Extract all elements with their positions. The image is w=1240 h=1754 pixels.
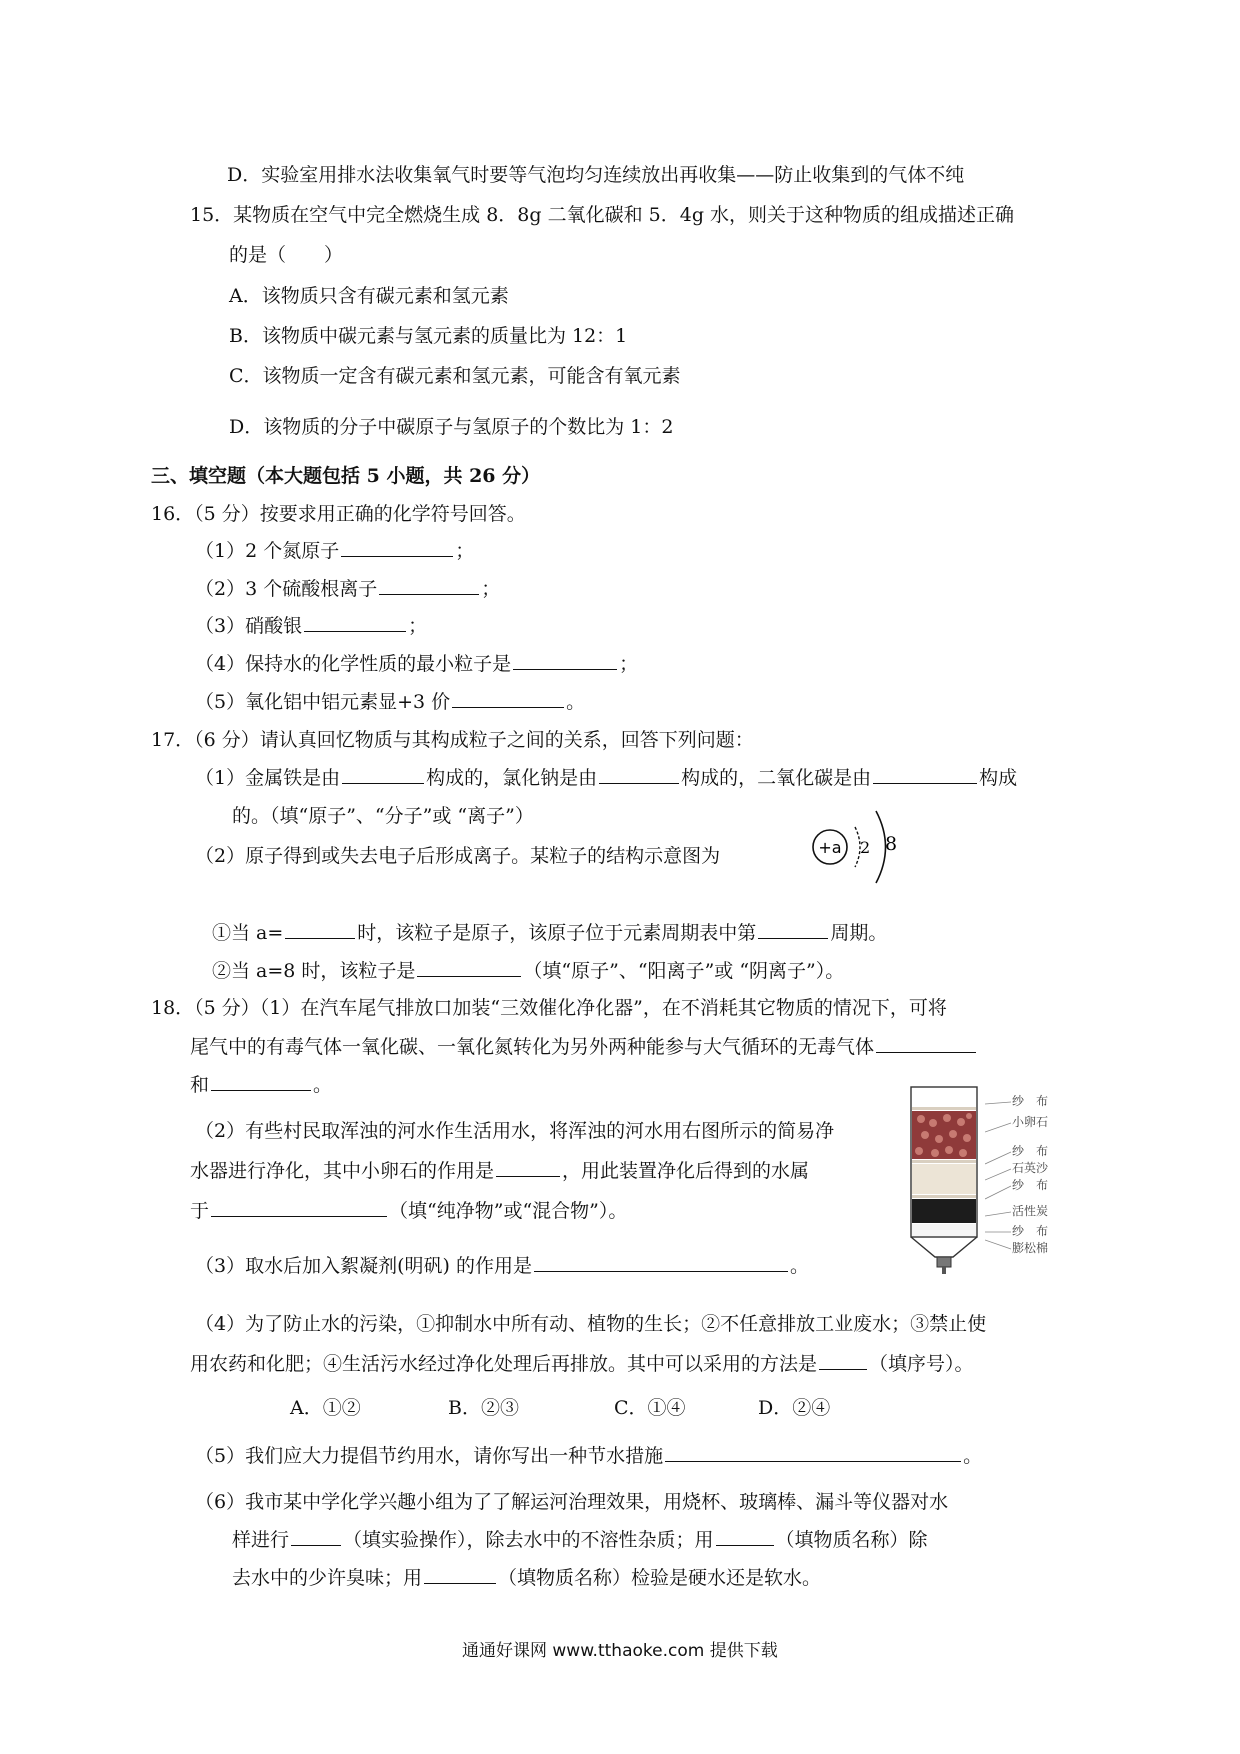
answer-blank[interactable] (758, 920, 828, 939)
label-gauze-1: 纱 布 (1012, 1094, 1049, 1108)
q17-stem: 17．（6 分）请认真回忆物质与其构成粒子之间的关系，回答下列问题： (151, 729, 754, 751)
answer-blank[interactable] (513, 651, 617, 670)
filter-leader-lines (985, 1090, 1015, 1255)
q17-case-2-b: （填“原子”、“阳离子”或 “阴离子”）。 (523, 960, 845, 982)
filter-spout (942, 1267, 946, 1274)
q18-item-2-text-b: ，用此装置净化后得到的水属 (562, 1160, 810, 1182)
q18-item-6-text-e: （填物质名称）检验是硬水还是软水。 (498, 1567, 822, 1589)
layer-gauze-1 (912, 1107, 976, 1110)
label-pebbles: 小卵石 (1012, 1115, 1049, 1129)
q17-item-1-line2: 的。（填“原子”、“分子”或 “离子”） (232, 805, 534, 827)
q17-item-1-line1 (195, 764, 1017, 792)
q17-text-a: （1）金属铁是由 (195, 767, 341, 789)
page-footer: 通通好课网 www.tthaoke.com 提供下载 (462, 1641, 778, 1661)
layer-gauze-3 (912, 1195, 976, 1198)
q16-item-1 (195, 537, 474, 565)
q16-item-2 (195, 575, 500, 603)
q18-item-5 (195, 1442, 982, 1470)
answer-blank[interactable] (291, 1527, 341, 1546)
q16-item-3 (195, 612, 427, 640)
q18-line-2-text: 尾气中的有毒气体一氧化碳、一氧化氮转化为另外两种能参与大气循环的无毒气体 (190, 1036, 875, 1058)
q14-option-d: D．实验室用排水法收集氧气时要等气泡均匀连续放出再收集——防止收集到的气体不纯 (227, 164, 965, 186)
answer-blank[interactable] (417, 958, 521, 977)
q15-stem-line1: 15．某物质在空气中完全燃烧生成 8．8g 二氧化碳和 5．4g 水，则关于这种物质的组成描述正确 (190, 204, 1015, 226)
answer-blank[interactable] (534, 1253, 788, 1272)
q17-case-2-a: ②当 a=8 时，该粒子是 (212, 960, 416, 982)
answer-blank[interactable] (876, 1034, 976, 1053)
answer-blank[interactable] (211, 1072, 311, 1091)
section-title: 三、填空题（本大题包括 5 小题，共 26 分） (151, 465, 541, 487)
q17-text-c: 构成的，二氧化碳是由 (681, 767, 872, 789)
q18-line-2 (190, 1033, 978, 1061)
q15-option-d: D．该物质的分子中碳原子与氢原子的个数比为 1：2 (229, 416, 674, 438)
answer-blank[interactable] (379, 576, 479, 595)
q15-option-b: B．该物质中碳元素与氢元素的质量比为 12：1 (229, 325, 628, 347)
q18-item-4-line2 (190, 1350, 974, 1378)
q18-item-4-text-a: 用农药和化肥；④生活污水经过净化处理后再排放。其中可以采用的方法是 (190, 1353, 818, 1375)
layer-activated-carbon (912, 1199, 976, 1223)
shell-2-electrons: 8 (885, 833, 898, 855)
answer-blank[interactable] (873, 765, 977, 784)
q18-item-3 (195, 1252, 809, 1280)
q16-item-1-end: ； (455, 540, 475, 562)
q18-item-2-text-d: （填“纯净物”或“混合物”）。 (389, 1200, 628, 1222)
answer-blank[interactable] (341, 538, 453, 557)
q18-item-6-line2 (232, 1526, 928, 1554)
q17-case-2 (212, 957, 844, 985)
answer-blank[interactable] (424, 1565, 496, 1584)
label-quartz-sand: 石英沙 (1012, 1161, 1049, 1175)
answer-blank[interactable] (285, 920, 355, 939)
q16-item-3-end: ； (408, 615, 428, 637)
filter-funnel (911, 1237, 977, 1257)
q18-option-c: C．①④ (614, 1397, 686, 1419)
q18-item-6-text-c: （填物质名称）除 (775, 1529, 928, 1551)
q18-item-6-text-d: 去水中的少许臭味；用 (232, 1567, 423, 1589)
q15-option-c: C．该物质一定含有碳元素和氢元素，可能含有氧元素 (229, 365, 681, 387)
answer-blank[interactable] (819, 1351, 867, 1370)
q18-item-2-line1: （2）有些村民取浑浊的河水作生活用水，将浑浊的河水用右图所示的简易净 (195, 1120, 835, 1142)
q16-item-5-end: 。 (566, 691, 586, 713)
q16-item-4-end: ； (619, 653, 639, 675)
q17-text-b: 构成的，氯化钠是由 (426, 767, 598, 789)
q18-option-d: D．②④ (758, 1397, 831, 1419)
atom-structure-diagram (800, 795, 910, 890)
q18-option-b: B．②③ (448, 1397, 519, 1419)
q17-text-d: 构成 (979, 767, 1018, 789)
answer-blank[interactable] (452, 689, 564, 708)
q16-item-1-text: （1）2 个氮原子 (195, 540, 340, 562)
layer-gauze-2 (912, 1160, 976, 1163)
q18-line-3-end: 。 (313, 1074, 333, 1096)
answer-blank[interactable] (211, 1198, 387, 1217)
answer-blank[interactable] (716, 1527, 774, 1546)
q18-item-6-line3 (232, 1564, 821, 1592)
nucleus-charge: +a (818, 838, 842, 857)
q17-item-2: （2）原子得到或失去电子后形成离子。某粒子的结构示意图为 (195, 845, 721, 867)
q18-item-5-text: （5）我们应大力提倡节约用水，请你写出一种节水措施 (195, 1445, 664, 1467)
water-filter-figure (905, 1085, 987, 1275)
q18-item-5-end: 。 (963, 1445, 983, 1467)
q18-item-3-end: 。 (789, 1255, 809, 1277)
q15-option-a: A．该物质只含有碳元素和氢元素 (229, 285, 509, 307)
label-cotton: 膨松棉 (1012, 1241, 1049, 1255)
q16-item-2-text: （2）3 个硫酸根离子 (195, 578, 378, 600)
q18-item-4-line1: （4）为了防止水的污染，①抑制水中所有动、植物的生长；②不任意排放工业废水；③禁止使 (195, 1313, 987, 1335)
q18-item-2-line2 (190, 1157, 809, 1185)
answer-blank[interactable] (342, 765, 424, 784)
q18-line-3-text: 和 (190, 1074, 210, 1096)
q18-line-3 (190, 1071, 332, 1099)
shell-1-electrons: 2 (860, 838, 871, 857)
q17-case-1-a: ①当 a= (212, 922, 284, 944)
layer-quartz-sand (912, 1164, 976, 1194)
q15-stem-line2: 的是（ ） (229, 244, 344, 266)
q17-case-1-c: 周期。 (830, 922, 888, 944)
q18-item-2-line3 (190, 1197, 627, 1225)
q18-line-1: 18．（5 分）（1）在汽车尾气排放口加装“三效催化净化器”，在不消耗其它物质的情况下，可将 (151, 997, 947, 1019)
label-gauze-4: 纱 布 (1012, 1224, 1049, 1238)
q16-stem: 16．（5 分）按要求用正确的化学符号回答。 (151, 503, 526, 525)
answer-blank[interactable] (496, 1158, 560, 1177)
label-gauze-2: 纱 布 (1012, 1144, 1049, 1158)
q16-item-5 (195, 688, 585, 716)
q18-item-2-text-a: 水器进行净化，其中小卵石的作用是 (190, 1160, 495, 1182)
label-activated-carbon: 活性炭 (1012, 1204, 1049, 1218)
q18-option-a: A．①② (290, 1397, 361, 1419)
q18-item-6-text-a: 样进行 (232, 1529, 290, 1551)
answer-blank[interactable] (665, 1443, 961, 1462)
q18-item-6-text-b: （填实验操作），除去水中的不溶性杂质；用 (343, 1529, 714, 1551)
q17-case-1-b: 时，该粒子是原子，该原子位于元素周期表中第 (357, 922, 757, 944)
answer-blank[interactable] (599, 765, 679, 784)
label-gauze-3: 纱 布 (1012, 1178, 1049, 1192)
q16-item-5-text: （5）氧化铝中铝元素显+3 价 (195, 691, 451, 713)
q16-item-4-text: （4）保持水的化学性质的最小粒子是 (195, 653, 512, 675)
q18-item-3-text: （3）取水后加入絮凝剂(明矾) 的作用是 (195, 1255, 532, 1277)
q16-item-4 (195, 650, 638, 678)
answer-blank[interactable] (304, 613, 406, 632)
q18-item-6-line1: （6）我市某中学化学兴趣小组为了了解运河治理效果，用烧杯、玻璃棒、漏斗等仪器对水 (195, 1491, 949, 1513)
q16-item-3-text: （3）硝酸银 (195, 615, 303, 637)
q16-item-2-end: ； (481, 578, 501, 600)
q18-item-4-text-b: （填序号）。 (869, 1353, 974, 1375)
layer-cotton (912, 1224, 976, 1236)
q17-case-1 (212, 919, 887, 947)
filter-outlet (937, 1257, 951, 1267)
q18-item-2-text-c: 于 (190, 1200, 210, 1222)
